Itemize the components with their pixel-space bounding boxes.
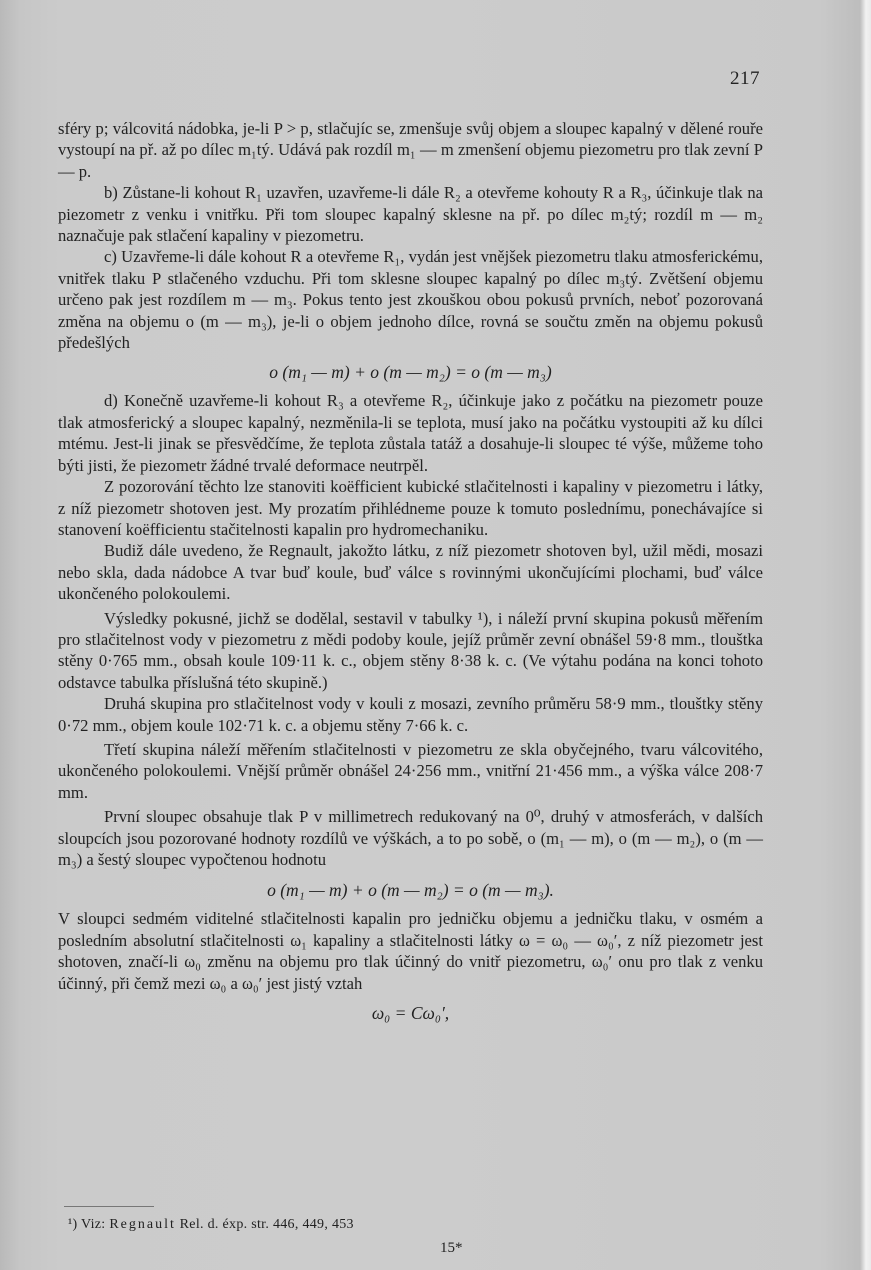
- footnote-prefix: Viz:: [81, 1217, 106, 1232]
- paragraph-first-group: Výsledky pokusné, jichž se dodělal, sestavil v tabulky ¹), i náleží první skupina pokusů měřením pro stlačitelnost vody v piezometru z mědi podoby koule, jejíž průměr zevní obnášel 59·8 mm., tlouštka stěny 0·765 mm., obsah koule 109·11 k. c., objem stěny 8·38 k. c. (Ve výtahu podána na konci tohoto odstavce tabulka příslušná této skupině.): [58, 608, 763, 692]
- paragraph-d: d) Konečně uzavřeme-li kohout R₃ a otevřeme R₂, účinkuje jako z počátku na piezometr pouze tlak atmosferický a sloupec kapalný, nezměnila-li se teplota, musí jako na počátku vystoupiti až ku dílci mtému. Jest-li jinak se přesvědčíme, že teplota zůstala tatáž a dosahuje-li sloupec té výše, můžeme toho býti jisti, že piezometr žádné trvalé deformace neutrpěl.: [58, 391, 763, 475]
- paragraph-coefficient: Z pozorování těchto lze stanoviti koëfficient kubické stlačitelnosti i kapaliny v piezometru i látky, z níž piezometr shotoven jest. My prozatím přihlédneme pouze k tomuto poslednímu, ponechávajíce si stanovení koëfficientu stačitelnosti kapalin pro hydromechaniku.: [58, 477, 763, 539]
- body-text: [58, 118, 763, 1031]
- paragraph-continuation: sféry p; válcovitá nádobka, je-li P > p, stlačujíc se, zmenšuje svůj objem a sloupec kapalný v dělené rouře vystoupí na př. až po dílec m₁tý. Udává pak rozdíl m₁ — m zmenšení objemu piezometru pro tlak zevní P — p.: [58, 119, 763, 181]
- paragraph-second-group: Druhá skupina pro stlačitelnost vody v kouli z mosazi, zevního průměru 58·9 mm., tlouštky stěny 0·72 mm., objem koule 102·71 k. c. a objemu stěny 7·66 k. c.: [58, 694, 763, 735]
- footnote-author: Regnault: [109, 1217, 176, 1232]
- paragraph-third-group: Třetí skupina náleží měřením stlačitelnosti v piezometru ze skla obyčejného, tvaru válcovitého, ukončeného polokoulemi. Vnější průměr obnášel 24·256 mm., vnitřní 21·456 mm., a výška válce 208·7 mm.: [58, 739, 763, 802]
- footnote-marker: ¹): [68, 1217, 78, 1232]
- formula-volume-sum: o (m₁ — m) + o (m — m₂) = o (m — m₃): [269, 362, 552, 383]
- paragraph-regnault-materials: Budiž dále uvedeno, že Regnault, jakožto látku, z níž piezometr shotoven byl, užil mědi, mosazi nebo skla, dada nádobce A tvar buď koule, buď válce s rovinnými ukončujícími plochami, buď válce ukončeného polokoulemi.: [58, 541, 763, 604]
- footnote: [68, 1217, 354, 1233]
- paragraph-c: c) Uzavřeme-li dále kohout R a otevřeme R₁, vydán jest vnějšek piezometru tlaku atmosferickému, vnitřek tlaku P stlačeného vzduchu. Při tom sklesne sloupec kapalný po dílec m₃tý. Zvětšení objemu určeno pak jest rozdílem m — m₃. Pokus tento jest zkouškou obou pokusů prvních, neboť pozorovaná změna na objemu o (m — m₃), je-li o objem jednoho dílce, rovná se součtu změn na objemu pokusů předešlých: [58, 247, 763, 353]
- page-number: 217: [730, 68, 760, 89]
- formula-computed-value: o (m₁ — m) + o (m — m₂) = o (m — m₃).: [267, 880, 554, 901]
- formula-omega-relation: ω₀ = Cω₀′,: [371, 1003, 450, 1024]
- footnote-text: Rel. d. éxp. str. 446, 449, 453: [179, 1217, 354, 1232]
- paragraph-b: b) Zůstane-li kohout R₁ uzavřen, uzavřeme-li dále R₂ a otevřeme kohouty R a R₃, účinkuje tlak na piezometr z venku i vnitřku. Při tom sloupec kapalný sklesne na př. po dílec m₂tý; rozdíl m — m₂ naznačuje pak stlačení kapaliny v piezometru.: [58, 183, 763, 246]
- signature-mark: 15*: [440, 1240, 463, 1256]
- footnote-divider: [64, 1206, 154, 1207]
- paragraph-columns: První sloupec obsahuje tlak P v millimetrech redukovaný na 0⁰, druhý v atmosferách, v dalších sloupcích jsou pozorované hodnoty rozdílů ve výškách, a to po sobě, o (m₁ — m), o (m — m₂), o (m — m₃) a šestý sloupec vypočtenou hodnotu: [58, 807, 763, 869]
- paragraph-seventh-column: V sloupci sedmém viditelné stlačitelnosti kapalin pro jedničku objemu a jedničku tlaku, v osmém a posledním absolutní stlačitelnosti ω₁ kapaliny a stlačitelnosti látky ω = ω₀ — ω₀′, z níž piezometr jest shotoven, značí-li ω₀ změnu na objemu pro tlak účinný do vnitř piezometru, ω₀′ onu pro tlak z venku účinný, při čemž mezi ω₀ a ω₀′ jest jistý vztah: [58, 909, 763, 993]
